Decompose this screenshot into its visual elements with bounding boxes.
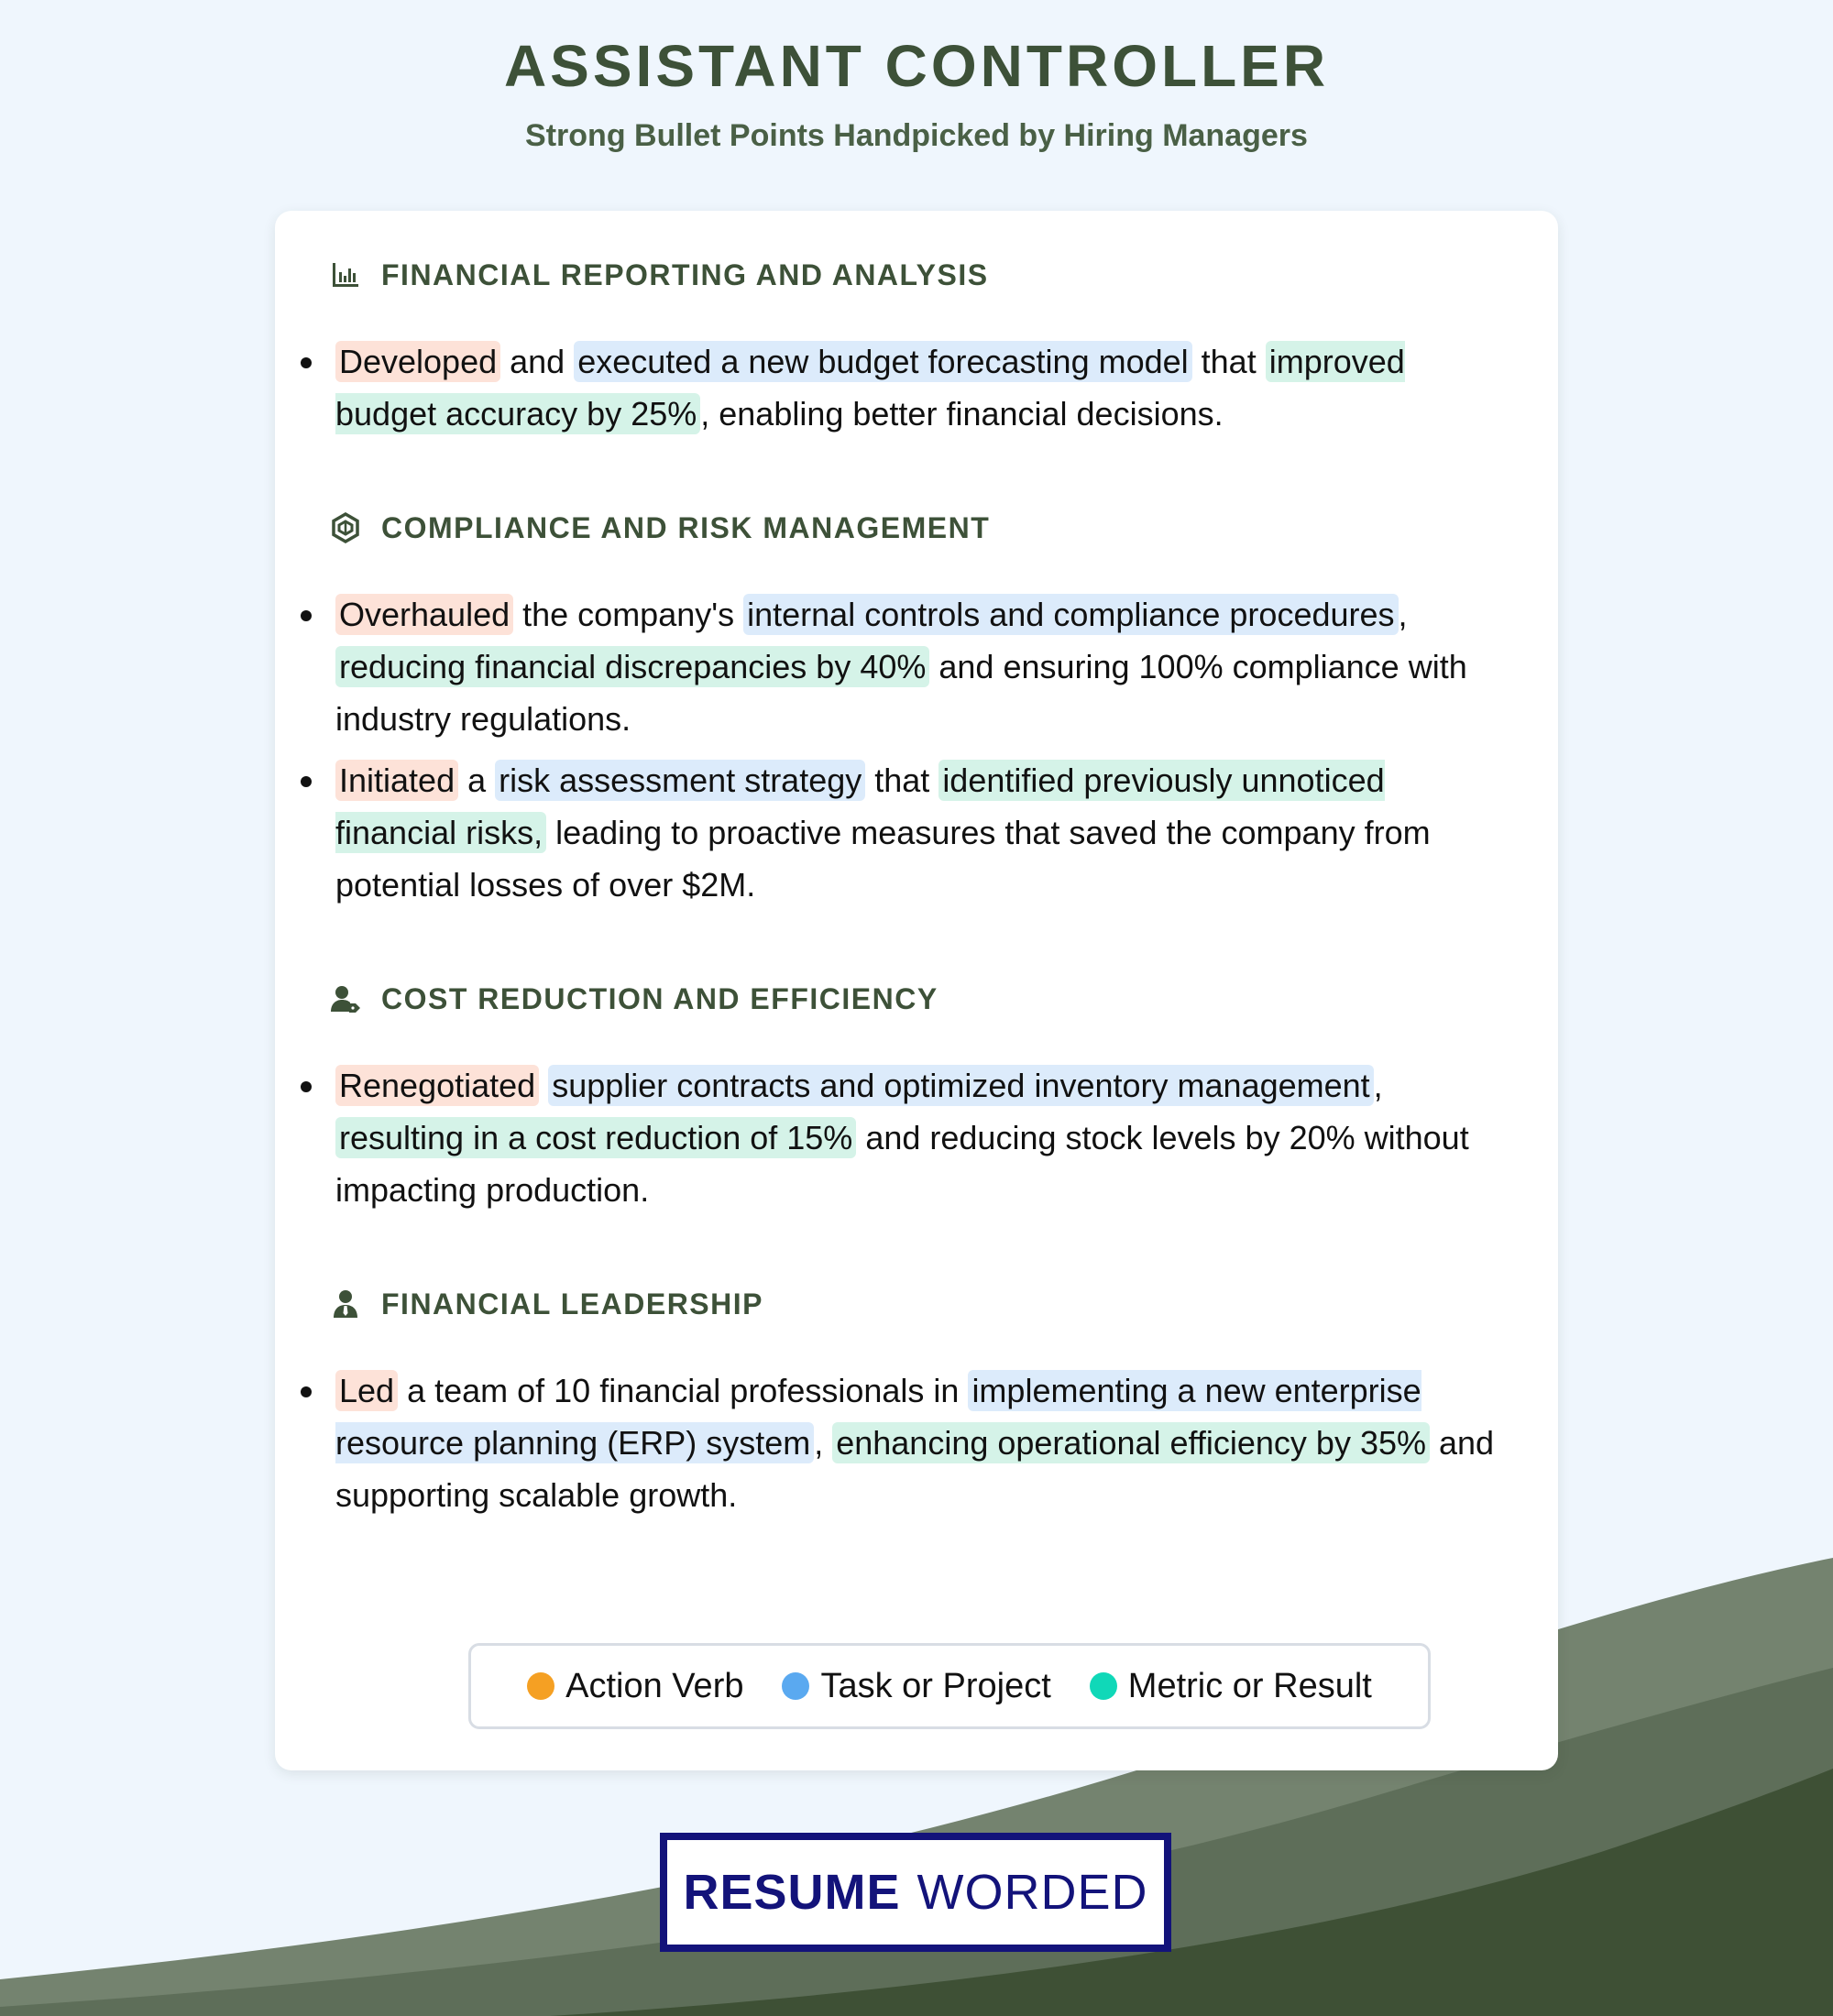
verb-highlight: Led bbox=[335, 1370, 398, 1411]
verb-highlight: Initiated bbox=[335, 760, 458, 801]
legend-label: Action Verb bbox=[565, 1666, 744, 1705]
section-title: COMPLIANCE AND RISK MANAGEMENT bbox=[381, 510, 991, 544]
bullet-text: leading to proactive measures that saved the company from potential losses of over $2M. bbox=[335, 814, 1431, 904]
task-highlight: risk assessment strategy bbox=[495, 760, 865, 801]
section-title: FINANCIAL LEADERSHIP bbox=[381, 1287, 763, 1320]
bullet-text: , bbox=[1398, 596, 1408, 633]
section bbox=[330, 971, 1503, 1216]
bullet-list bbox=[330, 1059, 1503, 1216]
legend-label: Metric or Result bbox=[1127, 1666, 1372, 1705]
bullet-point bbox=[330, 335, 1503, 440]
bullet-text: that bbox=[865, 761, 939, 799]
section-title: FINANCIAL REPORTING AND ANALYSIS bbox=[381, 257, 989, 291]
metric-highlight: resulting in a cost reduction of 15% bbox=[335, 1117, 856, 1158]
logo-bold-text: RESUME bbox=[683, 1865, 901, 1920]
bullet-point bbox=[330, 588, 1503, 745]
legend-item-task-or-project bbox=[782, 1667, 1050, 1706]
bullet-text: , bbox=[814, 1424, 833, 1462]
section-title: COST REDUCTION AND EFFICIENCY bbox=[381, 981, 938, 1015]
highlight-legend bbox=[468, 1643, 1431, 1729]
bullet-text: a team of 10 financial professionals in bbox=[398, 1372, 969, 1409]
bullet-point bbox=[330, 1364, 1503, 1521]
metric-highlight: enhancing operational efficiency by 35% bbox=[832, 1422, 1430, 1463]
bullet-point bbox=[330, 754, 1503, 911]
section-heading bbox=[330, 500, 1503, 555]
section-heading bbox=[330, 1276, 1503, 1331]
bullet-text bbox=[539, 1067, 548, 1104]
section bbox=[330, 1276, 1503, 1521]
verb-highlight: Overhauled bbox=[335, 594, 513, 635]
metric-highlight: reducing financial discrepancies by 40% bbox=[335, 646, 929, 687]
task-highlight: supplier contracts and optimized inventory management bbox=[548, 1065, 1373, 1106]
logo-regular-text: WORDED bbox=[916, 1865, 1148, 1920]
metric-highlight: improved budget accuracy by 25% bbox=[335, 343, 1405, 433]
bullet-list bbox=[330, 1364, 1503, 1521]
bullet-text: the company's bbox=[513, 596, 744, 633]
verb-highlight: Developed bbox=[335, 341, 500, 382]
task-highlight: implementing a new enterprise resource planning (ERP) system bbox=[335, 1372, 1421, 1462]
bullet-text: a bbox=[458, 761, 496, 799]
bullet-text: and supporting scalable growth. bbox=[335, 1424, 1495, 1514]
legend-item-metric-or-result bbox=[1090, 1667, 1372, 1706]
bullet-list bbox=[330, 588, 1503, 911]
legend-item-action-verb bbox=[527, 1667, 743, 1706]
page-subtitle: Strong Bullet Points Handpicked by Hiring Managers bbox=[525, 118, 1308, 153]
bullet-text: and ensuring 100% compliance with industry regulations. bbox=[335, 648, 1467, 738]
user-tie-icon bbox=[330, 1288, 361, 1320]
section-heading bbox=[330, 247, 1503, 302]
legend-dot-task-or-project bbox=[782, 1672, 809, 1700]
bullet-text: , enabling better financial decisions. bbox=[700, 395, 1224, 433]
legend-label: Task or Project bbox=[820, 1666, 1051, 1705]
page-header bbox=[0, 31, 1833, 156]
bullet-text: that bbox=[1191, 343, 1266, 380]
bullet-list bbox=[330, 335, 1503, 440]
user-tag-icon bbox=[330, 983, 361, 1014]
bullet-text: and bbox=[500, 343, 575, 380]
bullet-text: , bbox=[1373, 1067, 1383, 1104]
page-title: ASSISTANT CONTROLLER bbox=[503, 33, 1330, 99]
metric-highlight: identified previously unnoticed financial risks, bbox=[335, 761, 1385, 851]
bullet-points-card bbox=[275, 211, 1558, 1770]
section-heading bbox=[330, 971, 1503, 1026]
task-highlight: executed a new budget forecasting model bbox=[574, 341, 1191, 382]
resume-worded-logo[interactable] bbox=[660, 1833, 1171, 1952]
bar-chart-icon bbox=[330, 259, 361, 290]
task-highlight: internal controls and compliance procedures bbox=[743, 594, 1398, 635]
hexagon-shield-icon bbox=[330, 512, 361, 543]
bullet-text: and reducing stock levels by 20% without impacting production. bbox=[335, 1119, 1469, 1209]
verb-highlight: Renegotiated bbox=[335, 1065, 539, 1106]
section bbox=[330, 500, 1503, 911]
section bbox=[330, 247, 1503, 440]
bullet-point bbox=[330, 1059, 1503, 1216]
legend-dot-metric-or-result bbox=[1090, 1672, 1117, 1700]
sections-container bbox=[330, 247, 1503, 1521]
legend-dot-action-verb bbox=[527, 1672, 554, 1700]
